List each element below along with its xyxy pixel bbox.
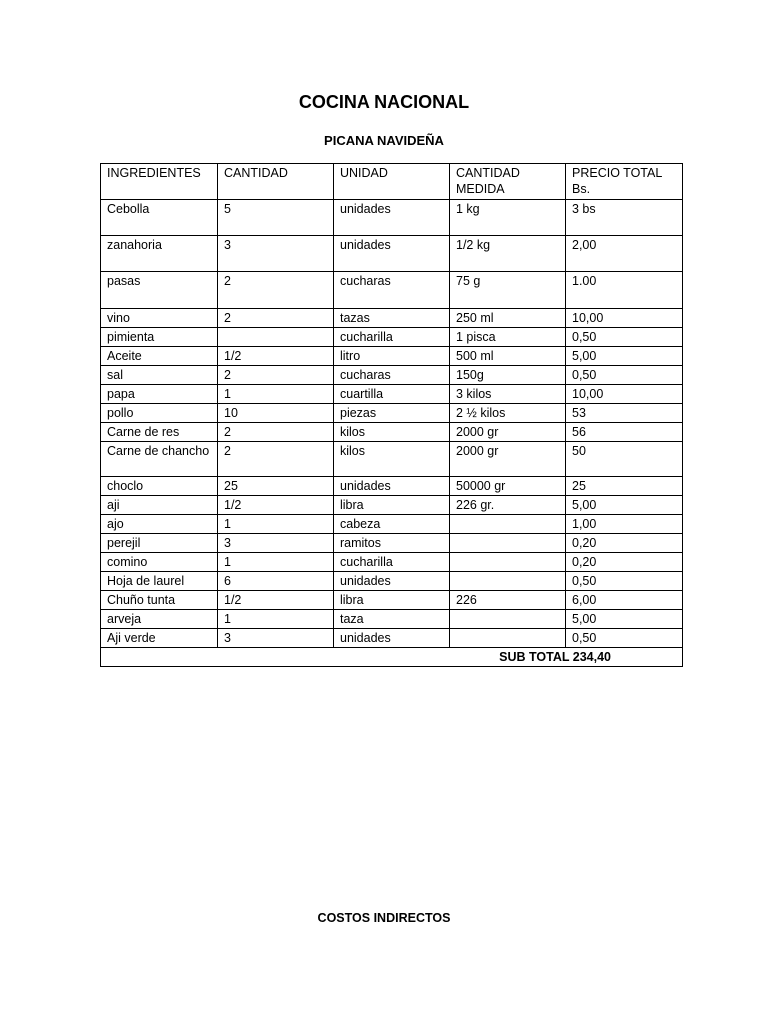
table-cell: 1 kg — [450, 200, 566, 236]
table-cell: sal — [101, 366, 218, 385]
table-cell: 1.00 — [566, 272, 683, 309]
table-cell: piezas — [334, 404, 450, 423]
indirect-costs-heading: COSTOS INDIRECTOS — [317, 911, 451, 925]
table-cell: 10 — [218, 404, 334, 423]
table-cell: cabeza — [334, 515, 450, 534]
table-cell: vino — [101, 309, 218, 328]
table-cell: 25 — [566, 477, 683, 496]
table-cell — [450, 534, 566, 553]
table-cell — [450, 572, 566, 591]
table-cell: 0,50 — [566, 366, 683, 385]
table-cell: 0,50 — [566, 572, 683, 591]
table-row — [101, 591, 683, 610]
table-row — [101, 236, 683, 272]
table-cell: 2 — [218, 366, 334, 385]
table-row — [101, 610, 683, 629]
table-cell: unidades — [334, 629, 450, 648]
table-cell: 5,00 — [566, 610, 683, 629]
table-row — [101, 534, 683, 553]
table-cell: 10,00 — [566, 309, 683, 328]
table-cell: pollo — [101, 404, 218, 423]
table-row — [101, 404, 683, 423]
table-cell: 1/2 kg — [450, 236, 566, 272]
table-cell: 1/2 — [218, 591, 334, 610]
table-row — [101, 515, 683, 534]
recipe-title: PICANA NAVIDEÑA — [324, 133, 444, 148]
table-cell: 3 bs — [566, 200, 683, 236]
table-cell: 250 ml — [450, 309, 566, 328]
table-cell: ajo — [101, 515, 218, 534]
table-cell: 6 — [218, 572, 334, 591]
table-row — [101, 496, 683, 515]
table-cell: cucharilla — [334, 328, 450, 347]
table-row — [101, 553, 683, 572]
table-cell: 53 — [566, 404, 683, 423]
table-cell: perejil — [101, 534, 218, 553]
table-cell: litro — [334, 347, 450, 366]
table-cell: Aji verde — [101, 629, 218, 648]
table-cell: 2,00 — [566, 236, 683, 272]
table-cell — [450, 553, 566, 572]
header-cell: CANTIDAD — [218, 164, 334, 200]
table-cell: 1 pisca — [450, 328, 566, 347]
table-cell: 1 — [218, 515, 334, 534]
table-cell: 1/2 — [218, 496, 334, 515]
table-cell: 2 — [218, 309, 334, 328]
header-cell: CANTIDAD MEDIDA — [450, 164, 566, 200]
table-cell: 3 kilos — [450, 385, 566, 404]
table-cell: pasas — [101, 272, 218, 309]
table-cell: Chuño tunta — [101, 591, 218, 610]
table-cell: 2 — [218, 423, 334, 442]
table-cell: cuartilla — [334, 385, 450, 404]
table-cell: 75 g — [450, 272, 566, 309]
table-cell: 2000 gr — [450, 423, 566, 442]
table-cell: unidades — [334, 200, 450, 236]
table-cell: 0,20 — [566, 534, 683, 553]
ingredients-table — [100, 163, 683, 667]
table-row — [101, 385, 683, 404]
table-cell: unidades — [334, 477, 450, 496]
table-cell: 5,00 — [566, 347, 683, 366]
table-row — [101, 366, 683, 385]
document-title: COCINA NACIONAL — [298, 92, 470, 112]
table-cell — [450, 629, 566, 648]
table-cell — [450, 515, 566, 534]
table-cell: 1,00 — [566, 515, 683, 534]
table-cell: 2 ½ kilos — [450, 404, 566, 423]
table-cell: cucharilla — [334, 553, 450, 572]
table-cell: Cebolla — [101, 200, 218, 236]
table-cell: cucharas — [334, 366, 450, 385]
header-cell: UNIDAD — [334, 164, 450, 200]
subtotal-row — [101, 648, 683, 667]
table-row — [101, 272, 683, 309]
table-row — [101, 572, 683, 591]
table-row — [101, 328, 683, 347]
table-row — [101, 423, 683, 442]
table-cell: zanahoria — [101, 236, 218, 272]
table-cell: 1 — [218, 385, 334, 404]
table-cell: ramitos — [334, 534, 450, 553]
table-cell: 226 gr. — [450, 496, 566, 515]
header-cell: INGREDIENTES — [101, 164, 218, 200]
table-cell: 2000 gr — [450, 442, 566, 477]
table-cell: libra — [334, 591, 450, 610]
table-row — [101, 309, 683, 328]
table-cell: choclo — [101, 477, 218, 496]
table-row — [101, 477, 683, 496]
table-cell: Carne de res — [101, 423, 218, 442]
table-cell: 0,50 — [566, 328, 683, 347]
table-cell: 500 ml — [450, 347, 566, 366]
table-cell: 6,00 — [566, 591, 683, 610]
table-cell: 2 — [218, 442, 334, 477]
table-cell — [450, 610, 566, 629]
table-cell: 1/2 — [218, 347, 334, 366]
table-cell: 25 — [218, 477, 334, 496]
table-row — [101, 442, 683, 477]
table-cell: papa — [101, 385, 218, 404]
table-cell: Hoja de laurel — [101, 572, 218, 591]
table-cell: aji — [101, 496, 218, 515]
table-header-row — [101, 164, 683, 200]
table-cell: 3 — [218, 236, 334, 272]
table-cell: 150g — [450, 366, 566, 385]
table-cell: taza — [334, 610, 450, 629]
table-cell: cucharas — [334, 272, 450, 309]
table-cell: kilos — [334, 423, 450, 442]
table-cell: 10,00 — [566, 385, 683, 404]
table-cell: comino — [101, 553, 218, 572]
table-cell: kilos — [334, 442, 450, 477]
table-cell: 0,20 — [566, 553, 683, 572]
table-cell — [218, 328, 334, 347]
table-cell: 1 — [218, 610, 334, 629]
table-cell: 50 — [566, 442, 683, 477]
subtotal-cell: SUB TOTAL 234,40 — [101, 648, 683, 667]
table-row — [101, 347, 683, 366]
table-cell: Aceite — [101, 347, 218, 366]
table-cell: 56 — [566, 423, 683, 442]
table-cell: 5,00 — [566, 496, 683, 515]
table-cell: unidades — [334, 236, 450, 272]
table-cell: 1 — [218, 553, 334, 572]
table-cell: 226 — [450, 591, 566, 610]
table-cell: Carne de chancho — [101, 442, 218, 477]
table-cell: tazas — [334, 309, 450, 328]
table-cell: 3 — [218, 534, 334, 553]
table-cell: 50000 gr — [450, 477, 566, 496]
table-cell: arveja — [101, 610, 218, 629]
table-cell: libra — [334, 496, 450, 515]
table-cell: 5 — [218, 200, 334, 236]
table-cell: 2 — [218, 272, 334, 309]
header-cell: PRECIO TOTAL Bs. — [566, 164, 683, 200]
table-cell: unidades — [334, 572, 450, 591]
table-cell: 3 — [218, 629, 334, 648]
table-cell: 0,50 — [566, 629, 683, 648]
table-row — [101, 200, 683, 236]
table-row — [101, 629, 683, 648]
table-cell: pimienta — [101, 328, 218, 347]
